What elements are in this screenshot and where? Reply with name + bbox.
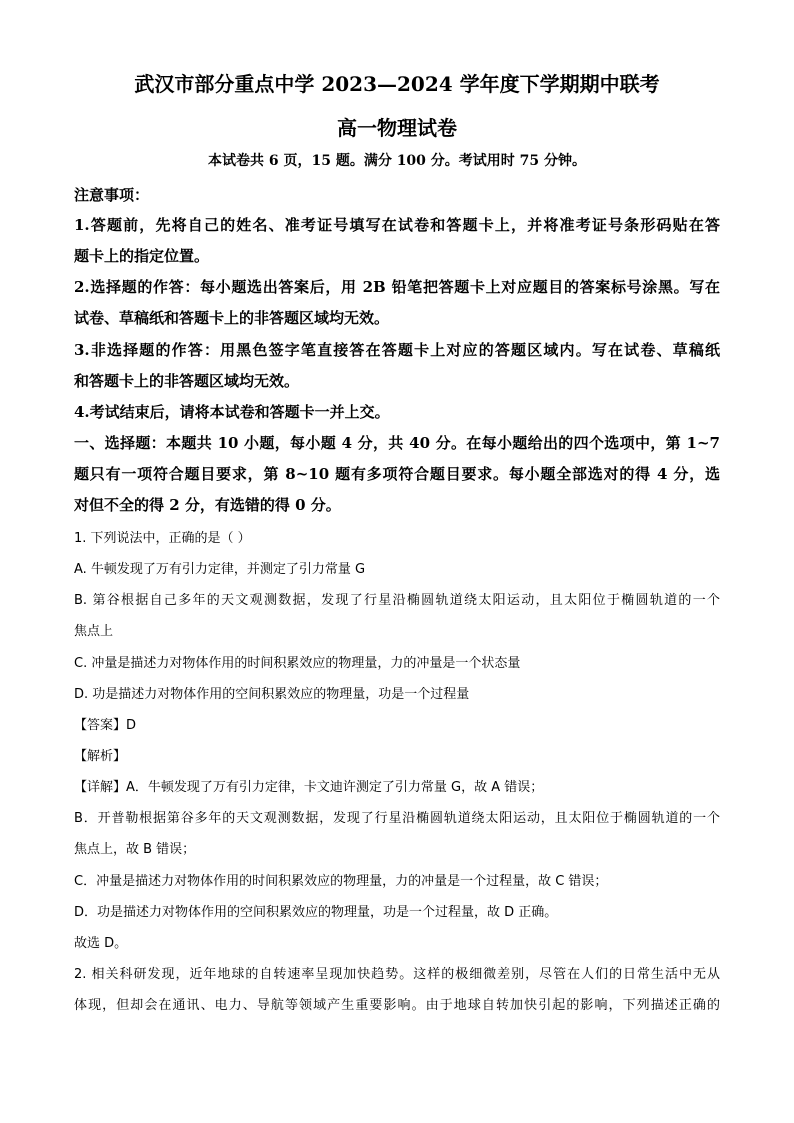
note-line: 试卷、草稿纸和答题卡上的非答题区域均无效。 bbox=[74, 309, 390, 327]
q1-detail: C．冲量是描述力对物体作用的时间积累效应的物理量，力的冲量是一个过程量，故 C 错误； bbox=[74, 874, 608, 889]
q1-option-a: A. 牛顿发现了万有引力定律，并测定了引力常量 G bbox=[74, 562, 366, 577]
note-line: 2.选择题的作答：每小题选出答案后，用 2B 铅笔把答题卡上对应题目的答案标号涂黑。写在 bbox=[74, 278, 720, 296]
note-line: 1.答题前，先将自己的姓名、准考证号填写在试卷和答题卡上，并将准考证号条形码贴在答 bbox=[74, 216, 720, 234]
q1-answer: 【答案】D bbox=[74, 718, 137, 733]
q1-detail: D．功是描述力对物体作用的空间积累效应的物理量，功是一个过程量，故 D 正确。 bbox=[74, 905, 558, 920]
exam-title: 武汉市部分重点中学 2023—2024 学年度下学期期中联考 bbox=[134, 72, 660, 96]
q1-option-b: B. 第谷根据自己多年的天文观测数据，发现了行星沿椭圆轨道绕太阳运动，且太阳位于椭圆轨道的一个 bbox=[74, 593, 720, 608]
q2-stem: 体现，但却会在通讯、电力、导航等领域产生重要影响。由于地球自转加快引起的影响，下列描述正确的 bbox=[74, 998, 720, 1013]
section-instruction: 对但不全的得 2 分，有选错的得 0 分。 bbox=[74, 496, 341, 514]
q1-detail: 故选 D。 bbox=[74, 936, 128, 951]
q1-option-b-cont: 焦点上 bbox=[74, 624, 114, 639]
section-instruction: 一、选择题：本题共 10 小题，每小题 4 分，共 40 分。在每小题给出的四个选项中，第 1~7 bbox=[74, 434, 720, 452]
q1-option-c: C. 冲量是描述力对物体作用的时间积累效应的物理量，力的冲量是一个状态量 bbox=[74, 656, 521, 671]
q1-option-d: D. 功是描述力对物体作用的空间积累效应的物理量，功是一个过程量 bbox=[74, 687, 470, 702]
note-line: 4.考试结束后，请将本试卷和答题卡一并上交。 bbox=[74, 403, 390, 421]
exam-info: 本试卷共 6 页，15 题。满分 100 分。考试用时 75 分钟。 bbox=[207, 153, 587, 169]
section-instruction: 题只有一项符合题目要求，第 8~10 题有多项符合题目要求。每小题全部选对的得 4 分，选 bbox=[74, 465, 720, 483]
exam-subject: 高一物理试卷 bbox=[337, 116, 457, 140]
notes-heading: 注意事项： bbox=[74, 186, 150, 204]
note-line: 题卡上的指定位置。 bbox=[74, 247, 210, 265]
q1-detail: 【详解】A．牛顿发现了万有引力定律，卡文迪许测定了引力常量 G，故 A 错误； bbox=[74, 780, 544, 795]
q1-detail: B．开普勒根据第谷多年的天文观测数据，发现了行星沿椭圆轨道绕太阳运动，且太阳位于椭圆轨道的一个 bbox=[74, 811, 720, 826]
note-line: 3.非选择题的作答：用黑色签字笔直接答在答题卡上对应的答题区域内。写在试卷、草稿纸 bbox=[74, 341, 720, 359]
q1-stem: 1. 下列说法中，正确的是（ ） bbox=[74, 531, 251, 546]
note-line: 和答题卡上的非答题区域均无效。 bbox=[74, 372, 300, 390]
q1-detail: 焦点上，故 B 错误； bbox=[74, 842, 196, 857]
q2-stem: 2. 相关科研发现，近年地球的自转速率呈现加快趋势。这样的极细微差别，尽管在人们的日常生活中无从 bbox=[74, 967, 720, 982]
q1-analysis-label: 【解析】 bbox=[74, 749, 127, 764]
